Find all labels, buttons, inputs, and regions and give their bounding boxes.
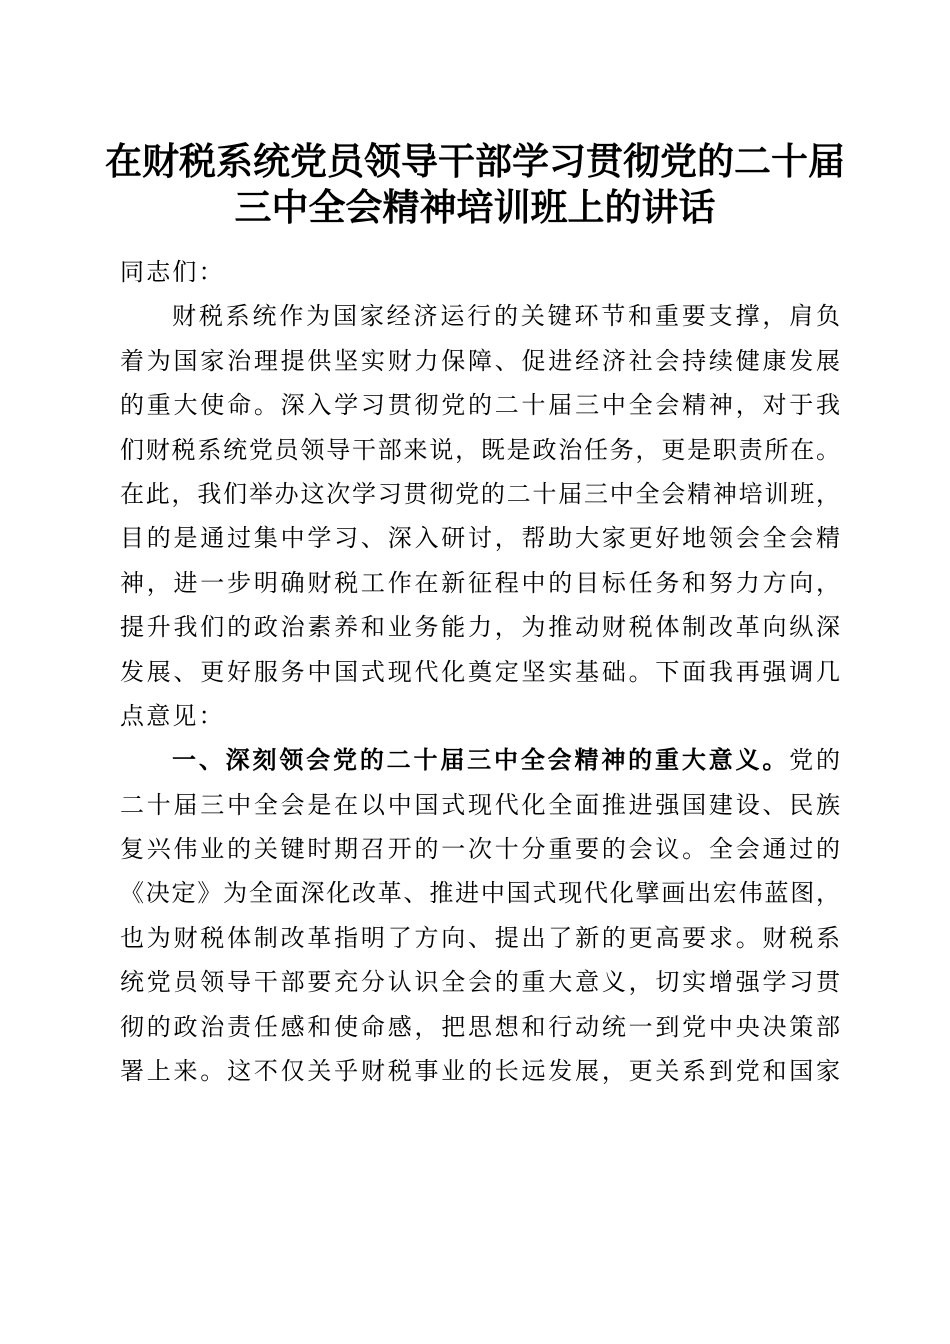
paragraph-line: 署上来。这不仅关乎财税事业的长远发展，更关系到党和国家 <box>120 1057 840 1086</box>
section-heading: 一、深刻领会党的二十届三中全会精神的重大意义。 <box>172 746 790 775</box>
paragraph-line: 财税系统作为国家经济运行的关键环节和重要支撑，肩负 <box>172 302 840 331</box>
salutation: 同志们： <box>120 258 225 286</box>
paragraph-1 <box>120 294 840 738</box>
paragraph-line: 统党员领导干部要充分认识全会的重大意义，切实增强学习贯 <box>120 968 840 997</box>
paragraph-line: 也为财税体制改革指明了方向、提出了新的更高要求。财税系 <box>120 923 840 952</box>
document-title-line-1: 在财税系统党员领导干部学习贯彻党的二十届 <box>105 139 845 183</box>
paragraph-line: 发展、更好服务中国式现代化奠定坚实基础。下面我再强调几 <box>120 657 840 686</box>
paragraph-line: 提升我们的政治素养和业务能力，为推动财税体制改革向纵深 <box>120 613 840 642</box>
paragraph-line: 点意见： <box>120 701 225 730</box>
paragraph-line: 复兴伟业的关键时期召开的一次十分重要的会议。全会通过的 <box>120 835 840 864</box>
paragraph-line: 神，进一步明确财税工作在新征程中的目标任务和努力方向， <box>120 568 840 597</box>
paragraph-line: 目的是通过集中学习、深入研讨，帮助大家更好地领会全会精 <box>120 524 840 553</box>
section-heading-continuation: 党的 <box>789 746 841 775</box>
paragraph-line: 在此，我们举办这次学习贯彻党的二十届三中全会精神培训班， <box>120 479 840 508</box>
paragraph-line: 的重大使命。深入学习贯彻党的二十届三中全会精神，对于我 <box>120 391 840 420</box>
paragraph-line: 彻的政治责任感和使命感，把思想和行动统一到党中央决策部 <box>120 1012 840 1041</box>
paragraph-line: 着为国家治理提供坚实财力保障、促进经济社会持续健康发展 <box>120 346 840 375</box>
paragraph-line: 《决定》为全面深化改革、推进中国式现代化擘画出宏伟蓝图， <box>120 879 840 908</box>
paragraph-line: 二十届三中全会是在以中国式现代化全面推进强国建设、民族 <box>120 790 840 819</box>
document-body <box>120 250 840 1093</box>
document-title-line-2: 三中全会精神培训班上的讲话 <box>234 185 716 229</box>
paragraph-line: 们财税系统党员领导干部来说，既是政治任务，更是职责所在。 <box>120 435 840 464</box>
section-heading-line <box>120 738 840 782</box>
section-1 <box>120 738 840 1093</box>
